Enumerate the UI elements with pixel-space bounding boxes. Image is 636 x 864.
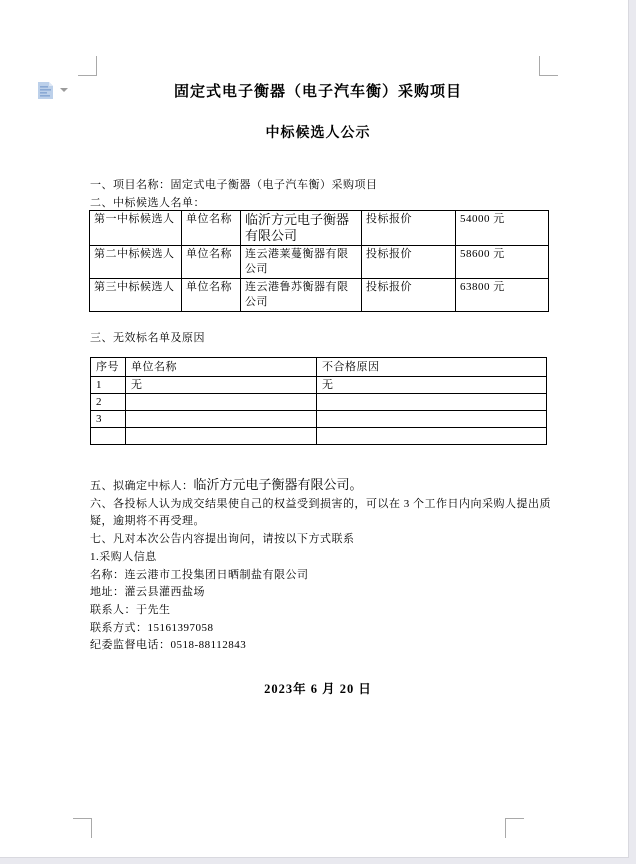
- section-invalid-bids-heading: 三、无效标名单及原因: [90, 332, 205, 344]
- document-subtitle: 中标候选人公示: [265, 126, 371, 141]
- bid-price-label: 投标报价: [362, 211, 456, 246]
- unit-cell: [126, 428, 317, 445]
- candidates-table: [89, 210, 549, 312]
- text-boundary-mark-bottom-left: [73, 818, 92, 838]
- text-boundary-mark-bottom-right: [505, 818, 524, 838]
- section-winner-line: [90, 477, 568, 496]
- section-objection-line2: 疑，逾期将不再受理。: [90, 515, 205, 528]
- bid-price-label: 投标报价: [362, 246, 456, 279]
- unit-name-label: 单位名称: [182, 279, 241, 312]
- text-boundary-mark-top-left: [78, 56, 97, 76]
- bid-price-value: 58600 元: [456, 246, 549, 279]
- table-row: [91, 411, 547, 428]
- buyer-address: 地址：灌云县灌西盐场: [90, 586, 205, 599]
- bid-price-label: 投标报价: [362, 279, 456, 312]
- winner-company: 临沂方元电子衡器有限公司。: [193, 477, 363, 492]
- serial-cell: 3: [91, 411, 126, 428]
- table-row: [90, 211, 549, 246]
- table-row: [91, 377, 547, 394]
- table-row: [91, 428, 547, 445]
- dropdown-arrow-icon[interactable]: [60, 88, 68, 92]
- table-row: [90, 279, 549, 312]
- table-row: [90, 246, 549, 279]
- contact-person: 联系人：于先生: [90, 603, 171, 616]
- candidate-rank: 第一中标候选人: [90, 211, 182, 246]
- contact-phone: 联系方式：15161397058: [90, 621, 214, 634]
- unit-name-label: 单位名称: [182, 246, 241, 279]
- reason-cell: [317, 411, 547, 428]
- reason-cell: [317, 428, 547, 445]
- serial-cell: [91, 428, 126, 445]
- candidate-company: 临沂方元电子衡器有限公司: [241, 211, 362, 246]
- serial-cell: 2: [91, 394, 126, 411]
- candidate-rank: 第二中标候选人: [90, 246, 182, 279]
- text-boundary-mark-top-right: [539, 56, 558, 76]
- column-header-reason: 不合格原因: [317, 358, 547, 377]
- buyer-info-heading: 1.采购人信息: [90, 550, 157, 563]
- section-inquiry: 七、凡对本次公告内容提出询问，请按以下方式联系: [90, 533, 355, 546]
- section-objection-line1: 六、各投标人认为成交结果使自己的权益受到损害的，可以在 3 个工作日内向采购人提出质: [90, 497, 551, 510]
- column-header-unit: 单位名称: [126, 358, 317, 377]
- reason-cell: [317, 394, 547, 411]
- supervision-phone: 纪委监督电话：0518-88112843: [90, 639, 247, 652]
- lower-text-block: [90, 477, 568, 655]
- buyer-name: 名称：连云港市工投集团日晒制盐有限公司: [90, 568, 309, 581]
- section-candidate-list-heading: 二、中标候选人名单：: [90, 197, 205, 209]
- unit-cell: [126, 394, 317, 411]
- table-row: [91, 394, 547, 411]
- reason-cell: 无: [317, 377, 547, 394]
- section-project-name: 一、项目名称：固定式电子衡器（电子汽车衡）采购项目: [90, 179, 378, 191]
- winner-prefix: 五、拟确定中标人：: [90, 480, 194, 492]
- document-title: 固定式电子衡器（电子汽车衡）采购项目: [173, 84, 462, 100]
- bid-price-value: 63800 元: [456, 279, 549, 312]
- candidate-company: 连云港鲁苏衡器有限公司: [241, 279, 362, 312]
- unit-name-label: 单位名称: [182, 211, 241, 246]
- unit-cell: [126, 411, 317, 428]
- table-header-row: [91, 358, 547, 377]
- invalid-bids-table: [90, 357, 547, 445]
- column-header-serial: 序号: [91, 358, 126, 377]
- serial-cell: 1: [91, 377, 126, 394]
- candidate-rank: 第三中标候选人: [90, 279, 182, 312]
- unit-cell: 无: [126, 377, 317, 394]
- bid-price-value: 54000 元: [456, 211, 549, 246]
- document-date: 2023年 6 月 20 日: [264, 682, 372, 696]
- candidate-company: 连云港莱蔓衡器有限公司: [241, 246, 362, 279]
- paste-options-button[interactable]: [35, 80, 69, 102]
